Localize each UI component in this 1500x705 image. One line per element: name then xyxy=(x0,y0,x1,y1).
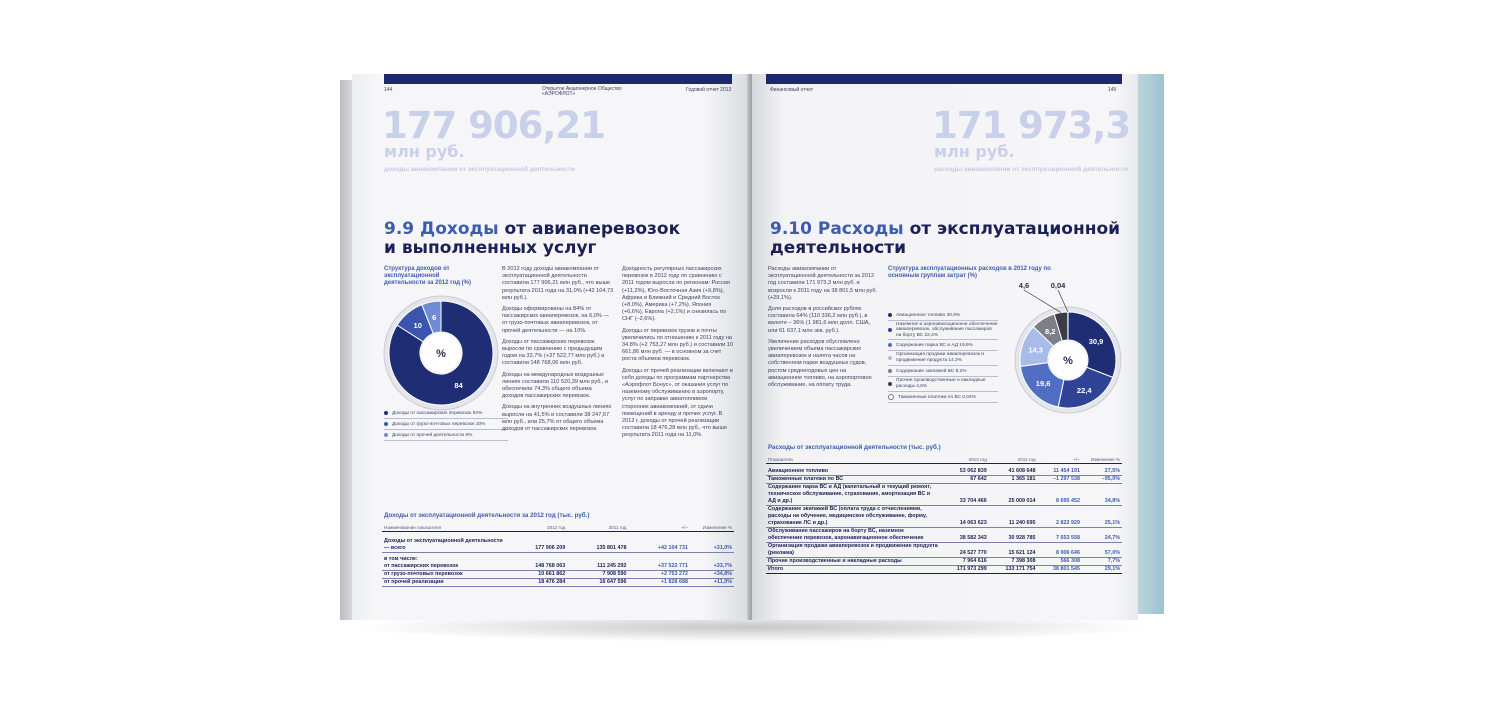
legend-label: Наземное и аэронавигационное обеспечение авиаперевозок, обслуживание пассажиров на борту ВС 22,4% xyxy=(896,321,998,338)
legend-dot xyxy=(888,356,892,360)
pie-center-label: % xyxy=(436,348,446,360)
section-accent: Расходы xyxy=(817,219,904,239)
row-name: Прочие производственные и накладные расходы xyxy=(768,557,902,564)
text-column-2 xyxy=(622,266,734,444)
income-pie-chart xyxy=(382,294,500,412)
header-bar xyxy=(384,74,732,84)
section-title xyxy=(384,220,724,258)
page-number: 144 xyxy=(384,87,393,93)
row-name: Обслуживание пассажиров на борту ВС, наземное обеспечение перевозок, аэронавигационное обеспечение xyxy=(768,527,924,541)
legend-dot xyxy=(384,411,388,415)
cell-2011: 15 621 124 xyxy=(1008,549,1036,556)
cell-2012: 14 063 623 xyxy=(959,519,987,526)
row-name: от прочей реализации xyxy=(384,578,444,585)
legend-dot xyxy=(888,369,892,373)
table-row xyxy=(382,578,734,586)
cell-2011: 7 398 308 xyxy=(1011,557,1036,564)
cell-2012: 67 642 xyxy=(970,475,987,482)
table-row xyxy=(766,483,1122,505)
cell-pct: +34,8% xyxy=(713,570,732,577)
cell-2011: 16 647 596 xyxy=(599,578,627,585)
expense-table xyxy=(766,456,1122,574)
cell-2011: 135 801 478 xyxy=(596,544,627,551)
row-name: Авиационное топливо xyxy=(768,467,829,474)
cell-diff: 8 906 646 xyxy=(1056,549,1080,556)
legend-item xyxy=(888,321,998,340)
cell-pct: 57,0% xyxy=(1104,549,1120,556)
cell-2012: 171 973 299 xyxy=(956,565,987,572)
big-caption: расходы авиакомпании от эксплуатационной деятельности xyxy=(934,166,1129,173)
text-column-1 xyxy=(502,266,614,437)
cell-diff: 11 454 191 xyxy=(1053,467,1080,474)
cell-2011: 133 171 754 xyxy=(1005,565,1036,572)
cell-2011: 7 908 590 xyxy=(602,570,627,577)
cell-diff: 566 308 xyxy=(1060,557,1080,564)
text-column-1 xyxy=(768,266,880,393)
income-table xyxy=(382,524,734,587)
cell-diff: +1 828 688 xyxy=(660,578,688,585)
row-name: Содержание парка ВС и АД (капитальный и текущий ремонт, техническое обслуживание, страхование, амортизация ВС и АД и др.) xyxy=(768,483,932,504)
table-row xyxy=(382,563,734,571)
legend-dot xyxy=(888,313,892,317)
table-row xyxy=(766,557,1122,565)
paragraph: Доходность регулярных пассажирских перевозок в 2012 году по сравнению с 2011 годом выросла по регионам: Россия (+11,2%), Юго-Восточная Азия (+9,8%), Африка и Ближний и Средний Восток (+8,0%), Америка (+7,2%), Япония (+6,6%), Европа (+2,1%) и снизилась по СНГ (–2,6%). xyxy=(622,266,730,323)
expense-table-title: Расходы от эксплуатационной деятельности (тыс. руб.) xyxy=(768,444,941,451)
big-value: 171 973,3 xyxy=(932,104,1131,147)
left-page xyxy=(352,74,750,620)
cell-2012: 177 906 209 xyxy=(535,544,566,551)
table-row xyxy=(382,538,734,553)
legend-label: Содержание парка ВС и АД 19,6% xyxy=(896,342,973,348)
paragraph: Увеличение расходов обусловлено увеличением объема пассажирских авиаперевозок и налета часов на собственном парке воздушных судов, ростом среднегодовых цен на авиационное топливо, на аэропортовое обслуживание, на оплату труда. xyxy=(768,338,872,389)
cell-diff: +2 753 272 xyxy=(660,570,688,577)
th-name: Наименование показателя xyxy=(384,525,441,530)
legend-label: Прочие производственные и накладные расходы 4,6% xyxy=(896,378,986,389)
report-name: Годовой отчет 2013 xyxy=(686,87,732,93)
th-2012: 2012 год xyxy=(968,457,987,462)
row-name: в том числе: xyxy=(384,555,418,562)
pie-leader xyxy=(1024,290,1061,313)
cell-pct: 29,1% xyxy=(1104,565,1120,572)
cell-2011: 1 365 181 xyxy=(1011,475,1036,482)
th-name: Показатели xyxy=(768,457,793,462)
cell-pct: –95,0% xyxy=(1101,475,1120,482)
big-unit: млн руб. xyxy=(384,142,465,161)
pie-value-label: 10 xyxy=(413,320,422,330)
legend-label: Доходы от прочей деятельности 6% xyxy=(392,432,473,438)
cell-pct: +11,0% xyxy=(713,578,732,585)
cell-diff: –1 297 538 xyxy=(1053,475,1080,482)
legend-item xyxy=(888,340,998,351)
th-pct: Изменение % xyxy=(702,525,732,530)
cell-2012: 10 661 862 xyxy=(538,570,566,577)
legend-label: Содержание экипажей ВС 8,2% xyxy=(896,368,967,374)
cell-diff: 38 801 545 xyxy=(1053,565,1080,572)
section-accent: Доходы xyxy=(420,219,499,239)
cell-pct: 24,7% xyxy=(1104,534,1120,541)
expense-pie-chart xyxy=(1002,278,1134,418)
legend-dot xyxy=(384,433,388,437)
cell-2012: 24 527 770 xyxy=(959,549,987,556)
legend-dot xyxy=(888,343,892,347)
big-value: 177 906,21 xyxy=(382,104,605,147)
section-title-rest: от авиаперевозок xyxy=(504,219,681,239)
row-name: Доходы от эксплуатационной деятельности — всего xyxy=(384,537,503,551)
cell-pct: 25,1% xyxy=(1104,519,1120,526)
cell-2011: 25 009 014 xyxy=(1008,497,1036,504)
pie-value-label: 14,3 xyxy=(1028,345,1043,355)
legend-item xyxy=(384,430,508,441)
row-name: Итого xyxy=(768,565,784,572)
table-row xyxy=(766,542,1122,557)
cell-2011: 30 928 785 xyxy=(1008,534,1036,541)
paragraph: Доля расходов в российских рублях составила 64% (110 336,2 млн руб.), в валюте – 36% (1 981,6 млн долл. США, или 61 637,1 млн экв. руб.). xyxy=(768,306,871,334)
legend-label: Доходы от грузо-почтовых перевозок 10% xyxy=(392,421,486,427)
section-title xyxy=(770,220,1130,258)
pie-value-label: 30,9 xyxy=(1088,336,1104,346)
legend-label: Организация продажи авиаперевозок и продвижение продукта 14,3% xyxy=(896,352,984,363)
pie-center-label: % xyxy=(1063,355,1073,367)
section-title-rest: от эксплуатационной xyxy=(909,219,1121,239)
cell-2012: 7 964 616 xyxy=(962,557,987,564)
row-name: Таможенные платежи по ВС xyxy=(768,475,844,482)
cell-2012: 148 768 063 xyxy=(535,562,566,569)
th-2011: 2011 год xyxy=(608,525,627,530)
cell-pct: +33,7% xyxy=(713,562,732,569)
big-caption: доходы авиакомпании от эксплуатационной деятельности xyxy=(384,166,575,173)
company-name: Открытое Акционерное Общество «АЭРОФЛОТ» xyxy=(542,86,622,97)
right-page xyxy=(752,74,1138,620)
cell-2011: 111 245 292 xyxy=(597,562,627,569)
table-row xyxy=(766,468,1122,476)
row-name: Содержание экипажей ВС (оплата труда с отчислениями, расходы на обучение, медицинское обслуживание, форму, страхование ЛС и др.) xyxy=(768,505,927,526)
table-row xyxy=(382,570,734,578)
table-row xyxy=(766,527,1122,542)
th-2011: 2011 год xyxy=(1017,457,1036,462)
legend-dot xyxy=(888,328,892,332)
paragraph: Доходы оформированы на 84% от пассажирских авиаперевозок, на 6,0% — от грузо-почтовых авиаперевозок, от прочей деятельности — на 10%. xyxy=(502,306,609,334)
legend-item xyxy=(384,419,508,430)
legend-label: Доходы от пассажирских перевозок 84% xyxy=(392,410,483,416)
pie-value-label: 8,2 xyxy=(1045,326,1056,336)
big-unit: млн руб. xyxy=(934,142,1015,161)
table-row xyxy=(766,475,1122,483)
row-name: Организация продажи авиаперевозок и продвижение продукта (реклама) xyxy=(768,542,938,556)
th-diff: +/– xyxy=(1073,457,1080,462)
income-legend xyxy=(384,408,508,441)
pie-value-label: 84 xyxy=(454,380,463,390)
paragraph: Доходы от пассажирских перевозок выросли по сравнению с предыдущим годом на 33,7% (+37 522,77 млн руб.) и составили 148 768,06 млн руб. xyxy=(502,338,605,367)
legend-label: Таможенные платежи по ВС 0,04% xyxy=(898,394,976,400)
paragraph: Расходы авиакомпании от эксплуатационной деятельности за 2012 год составили 171 973,3 млн руб. и возросли к 2011 году на 38 801,5 млн руб. (+29,1%). xyxy=(768,266,878,301)
paragraph: Доходы от перевозок грузов и почты увеличились по отношению к 2011 году на 34,8% (+2 753,27 млн руб.) и составили 10 661,86 млн руб. — в основном за счет роста объемов перевозок. xyxy=(622,327,734,363)
cell-2012: 38 582 343 xyxy=(959,534,987,541)
legend-item xyxy=(888,366,998,377)
legend-item xyxy=(888,351,998,366)
header-bar xyxy=(766,74,1122,84)
legend-item xyxy=(888,310,998,321)
paragraph: Доходы от прочей реализации включают в себя доходы по программам партнерства «Аэрофлот Бонус», от оказания услуг по наземному обслуживанию в аэропорту, услуг по заправке авиатопливом сторонних авиакомпаний, от сдачи помещений в аренду и прочих услуг. В 2012 г. доходы от прочей реализации составили 18 476,28 млн руб., что выше результата 2011 года на 11,0%. xyxy=(622,367,733,439)
legend-label: Авиационное топливо 30,9% xyxy=(896,312,961,318)
page-number: 145 xyxy=(1108,87,1117,93)
section-title-line2: деятельности xyxy=(770,238,907,258)
paragraph: Доходы на внутренних воздушных линиях выросли на 41,5% и составили 38 247,67 млн руб., или 25,7% от общего объема доходов от пассажирских перевозок. xyxy=(502,404,612,433)
section-header: Финансовый отчет xyxy=(770,87,814,93)
row-name: от грузо-почтовых перевозок xyxy=(384,570,463,577)
table-row xyxy=(766,505,1122,527)
paragraph: Доходы на международных воздушных линиях составили 110 520,39 млн руб., и обеспечили 74,3% общего объема доходов пассажирских перевозок. xyxy=(502,371,609,400)
cell-2011: 11 240 695 xyxy=(1008,519,1036,526)
pie-value-label: 0,04 xyxy=(1050,281,1066,290)
table-row xyxy=(766,565,1122,573)
row-name: от пассажирских перевозок xyxy=(384,562,459,569)
pie-value-label: 4,6 xyxy=(1018,281,1030,290)
section-number: 9.9 xyxy=(384,219,415,239)
table-row xyxy=(382,552,734,563)
chart-title: Структура доходов от эксплуатационной деятельности за 2012 год (%) xyxy=(384,266,471,286)
cell-2012: 53 062 839 xyxy=(959,467,987,474)
th-2012: 2012 год xyxy=(547,525,566,530)
income-table-title: Доходы от эксплуатационной деятельности за 2012 год (тыс. руб.) xyxy=(384,512,590,519)
legend-dot xyxy=(384,422,388,426)
cell-pct: 27,5% xyxy=(1104,467,1120,474)
cell-2012: 18 476 284 xyxy=(538,578,566,585)
legend-dot xyxy=(888,394,894,400)
pie-value-label: 19,6 xyxy=(1035,379,1051,389)
th-diff: +/– xyxy=(681,525,688,530)
cell-diff: +37 522 771 xyxy=(657,562,688,569)
cell-diff: 8 695 452 xyxy=(1056,497,1080,504)
cell-pct: 34,8% xyxy=(1104,497,1120,504)
paragraph: В 2012 году доходы авиакомпании от эксплуатационной деятельности составили 177 906,21 млн руб., что выше результата 2011 года на 31,0% (+42 104,73 млн руб.). xyxy=(502,266,614,301)
pie-value-label: 22,4 xyxy=(1076,385,1092,395)
expense-legend xyxy=(888,310,998,403)
cell-diff: +42 104 731 xyxy=(657,544,688,551)
cell-2012: 33 704 466 xyxy=(959,497,987,504)
pie-value-label: 6 xyxy=(432,313,437,323)
legend-dot xyxy=(888,382,892,386)
legend-item xyxy=(888,392,998,403)
section-number: 9.10 xyxy=(770,219,812,239)
th-pct: Изменение % xyxy=(1090,457,1120,462)
cell-pct: +31,0% xyxy=(713,544,732,551)
legend-item xyxy=(888,377,998,392)
cell-2011: 41 608 648 xyxy=(1008,467,1036,474)
cell-diff: 2 822 929 xyxy=(1056,519,1080,526)
legend-item xyxy=(384,408,508,419)
cell-pct: 7,7% xyxy=(1107,557,1120,564)
book-cover-right-edge xyxy=(1136,74,1164,614)
section-title-line2: и выполненных услуг xyxy=(384,238,597,258)
cell-diff: 7 653 558 xyxy=(1056,534,1080,541)
chart-title: Структура эксплуатационных расходов в 2012 году по основным группам затрат (%) xyxy=(888,266,1051,279)
